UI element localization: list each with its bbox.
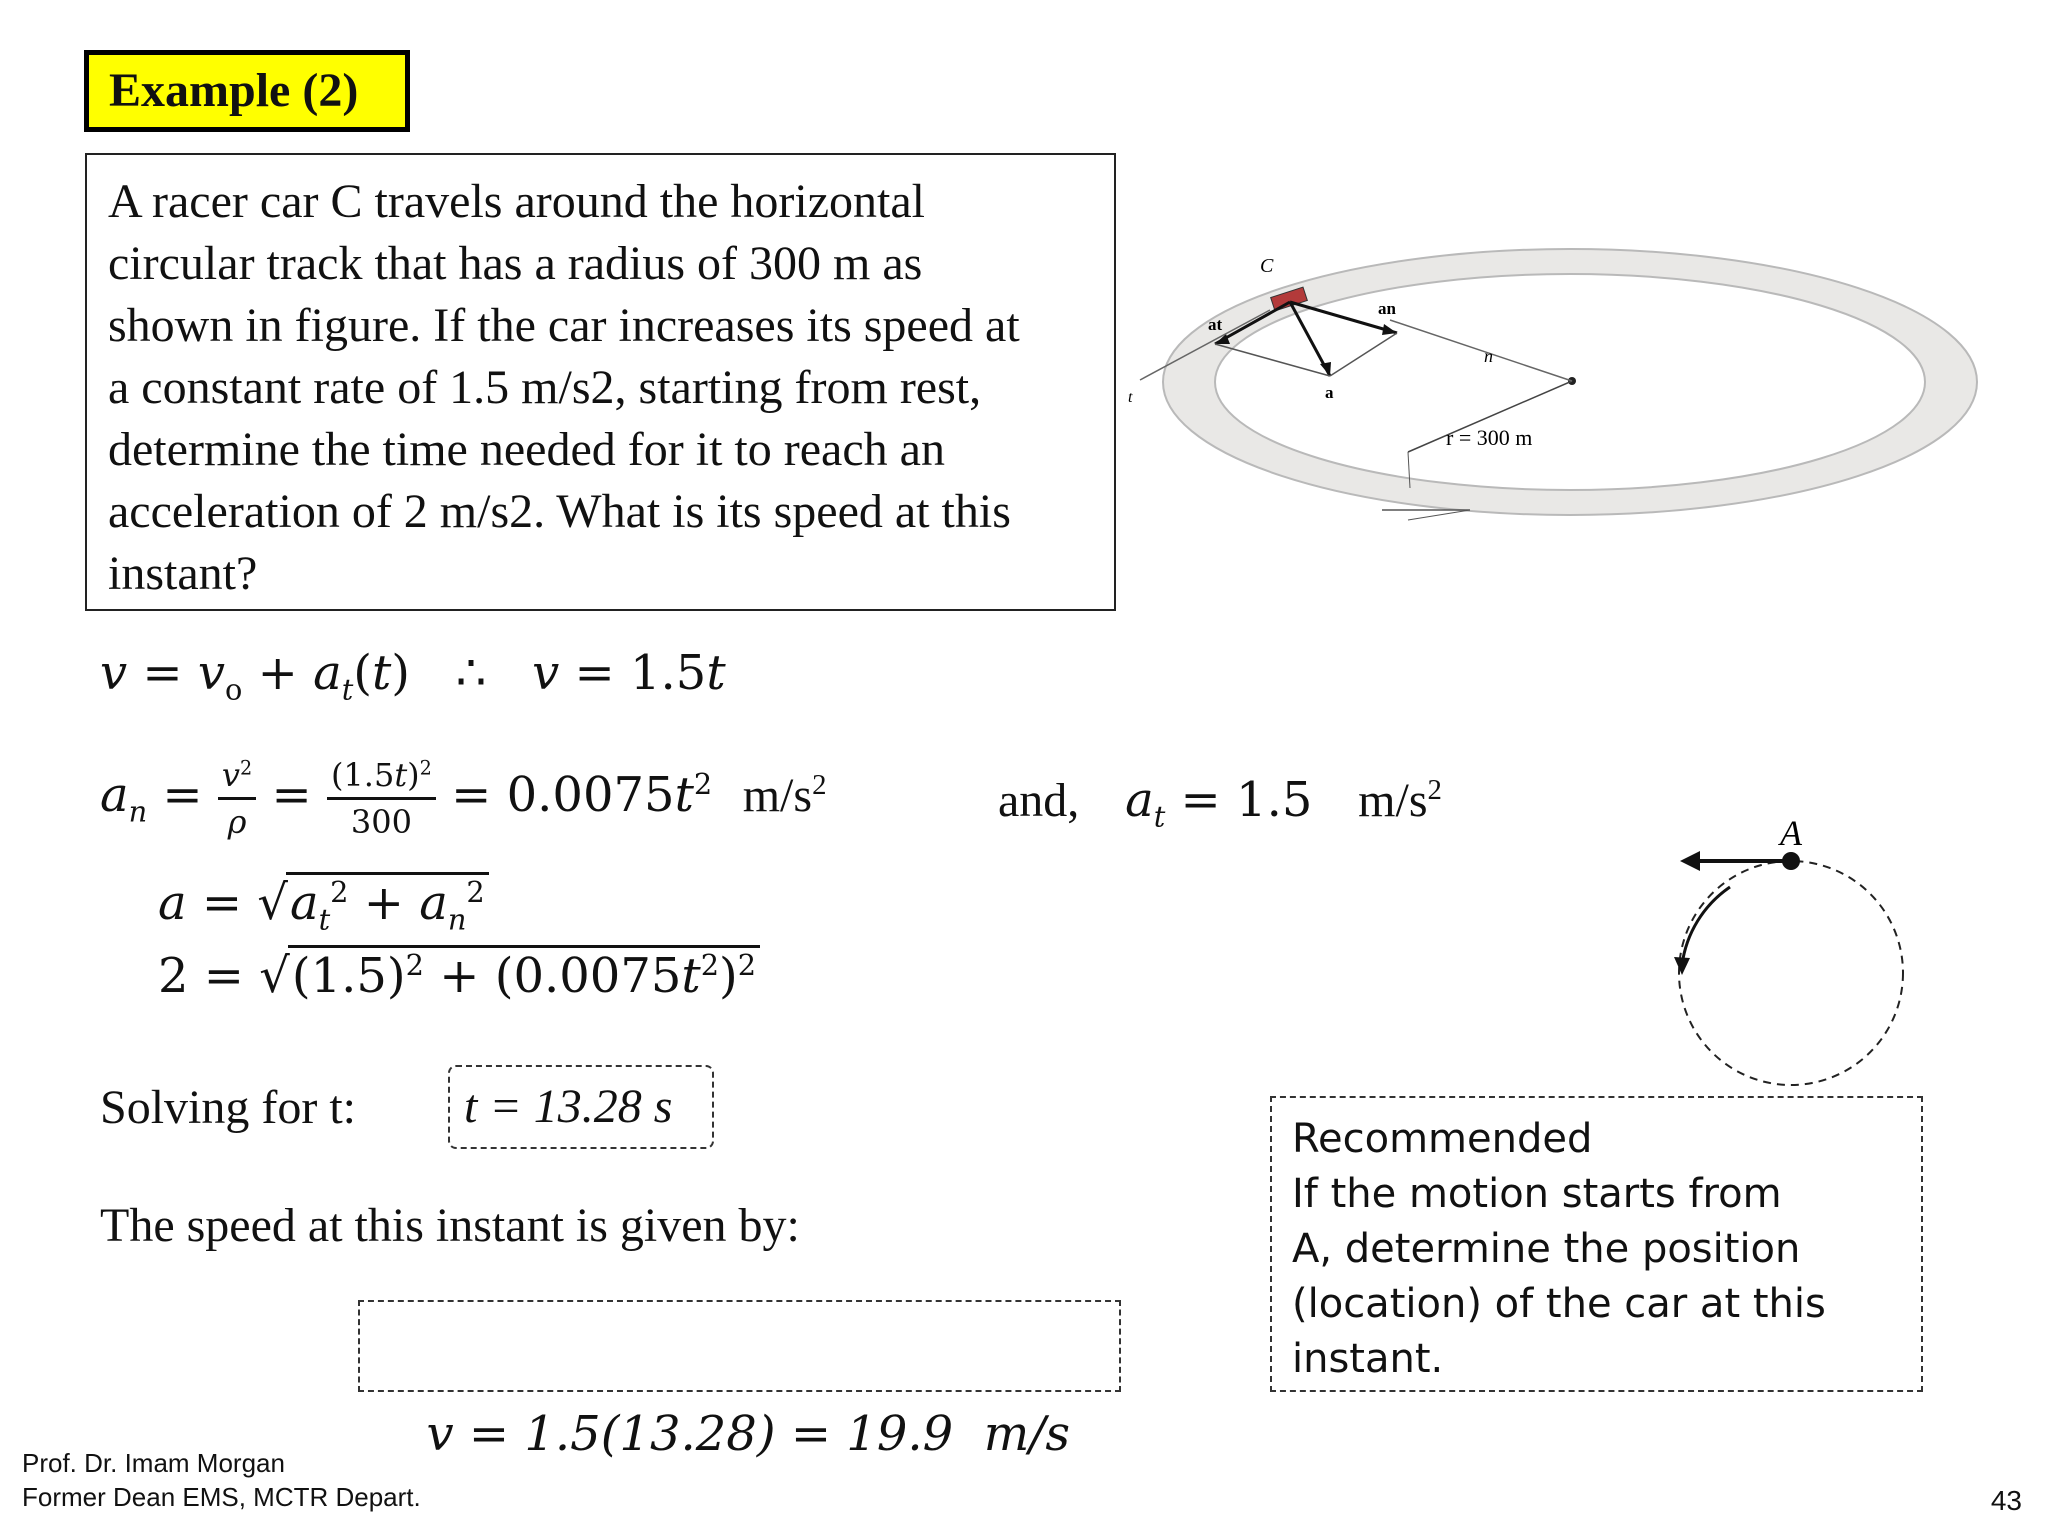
label-an: an	[1378, 299, 1396, 318]
equation-substitution: $2 = √(1.5)^2 + (0.0075t^2)^2$	[158, 945, 760, 1004]
equation-magnitude: $a = √a_t^2 + a_n^2$	[158, 872, 489, 931]
label-point-a: A	[1780, 815, 1802, 853]
problem-statement	[85, 153, 1116, 611]
slide-title: Example (2)	[84, 50, 410, 132]
v-result-box	[358, 1300, 1121, 1462]
circular-track-figure	[1120, 240, 1980, 560]
page-number: 43	[1990, 1485, 2022, 1516]
problem-line: shown in figure. If the car increases its speed at	[108, 299, 1020, 352]
t-result-box	[448, 1065, 714, 1149]
v-result: v = 1.5(13.28) = 19.9 m/s	[426, 1406, 1071, 1462]
footer-name: Prof. Dr. Imam Morgan	[22, 1448, 285, 1478]
circle-path-figure	[1670, 815, 1930, 1095]
recommended-box	[1270, 1096, 1923, 1392]
t-result: t = 13.28 s	[464, 1080, 673, 1133]
footer-title: Former Dean EMS, MCTR Depart.	[22, 1482, 421, 1512]
footer-author	[22, 1446, 421, 1514]
problem-line: a constant rate of 1.5 m/s2, starting from rest,	[108, 361, 982, 414]
problem-line: A racer car C travels around the horizontal	[108, 175, 925, 228]
equation-normal-accel: $a_n$ = $\frac{v^2}{\rho}$ = $\frac{(1.5t)^2}{300}$ = $0.0075t^2$ $m/s^2$	[100, 756, 827, 841]
speed-text: The speed at this instant is given by:	[100, 1199, 800, 1252]
problem-line: determine the time needed for it to reach an	[108, 423, 945, 476]
recommended-line: instant.	[1292, 1336, 1444, 1382]
problem-line: instant?	[108, 547, 258, 600]
recommended-line: If the motion starts from	[1292, 1171, 1782, 1217]
label-at: at	[1208, 315, 1223, 334]
problem-line: acceleration of 2 m/s2. What is its speed at this	[108, 485, 1011, 538]
equation-tangential-accel: and, $a_t = 1.5$ $m/s^2$	[998, 772, 1442, 834]
equation-velocity: $v = v_o + a_t(t)$ ∴ v = 1.5t	[100, 645, 726, 707]
recommended-line: Recommended	[1292, 1116, 1593, 1162]
label-n: n	[1484, 346, 1493, 366]
problem-line: circular track that has a radius of 300 m as	[108, 237, 923, 290]
solving-label: Solving for t:	[100, 1081, 357, 1134]
label-c: C	[1260, 255, 1274, 277]
label-t: t	[1128, 389, 1133, 406]
recommended-line: A, determine the position	[1292, 1226, 1801, 1272]
label-a: a	[1325, 383, 1334, 402]
label-radius: r = 300 m	[1446, 425, 1533, 450]
recommended-line: (location) of the car at this	[1292, 1281, 1826, 1327]
